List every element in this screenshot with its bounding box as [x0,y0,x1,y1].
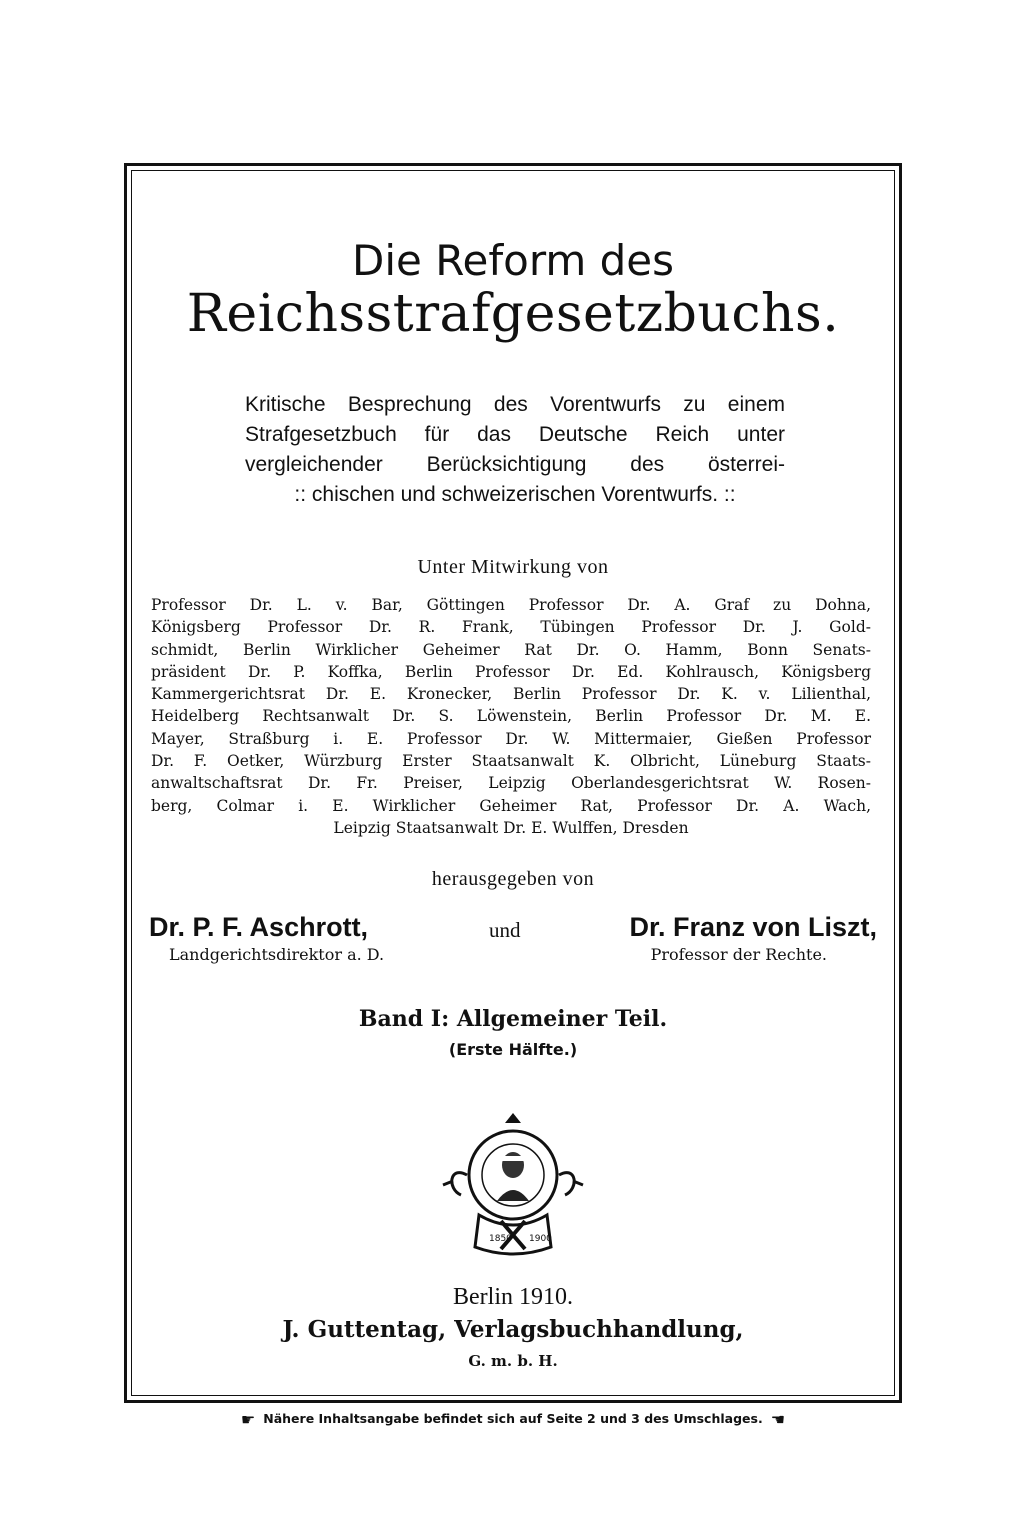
contributor-line: präsident Dr. P. Koffka, Berlin Professor Dr. Ed. Kohlrausch, Königsberg [151,662,871,681]
editor-name-right: Dr. Franz von Liszt, [629,912,877,942]
imprint-publisher: J. Guttentag, Verlagsbuchhandlung, [282,1316,744,1343]
contributor-line: berg, Colmar i. E. Wirklicher Geheimer Rat, Professor Dr. A. Wach, [151,796,871,815]
editor-name-left: Dr. P. F. Aschrott, [149,912,369,942]
contributor-line: schmidt, Berlin Wirklicher Geheimer Rat Dr. O. Hamm, Bonn Senats- [151,640,871,659]
subtitle-line: Kritische Besprechung des Vorentwurfs zu einem [245,393,785,416]
contributor-line: Königsberg Professor Dr. R. Frank, Tübingen Professor Dr. J. Gold- [151,618,871,637]
contributor-line: Kammergerichtsrat Dr. E. Kronecker, Berlin Professor Dr. K. v. Lilienthal, [151,685,871,704]
subtitle-line: :: chischen und schweizerischen Vorentwurfs. :: [294,483,736,506]
contributor-list [151,594,871,839]
pointing-hand-right-icon: ☛ [240,1410,256,1429]
cooperation-label: Unter Mitwirkung von [417,556,609,578]
editor-title-right: Professor der Rechte. [650,945,827,964]
publisher-seal-icon [439,1109,587,1261]
subtitle [245,390,785,510]
pointing-hand-left-icon: ☚ [770,1410,786,1429]
contributor-line: Dr. F. Oetker, Würzburg Erster Staatsanwalt K. Olbricht, Lüneburg Staats- [151,752,871,771]
contributor-line: anwaltschaftsrat Dr. Fr. Preiser, Leipzig Oberlandesgerichtsrat W. Rosen- [151,774,871,793]
footnote-text: Nähere Inhaltsangabe befindet sich auf Seite 2 und 3 des Umschlages. [263,1411,763,1426]
seal-year-left: 1850 [489,1234,512,1244]
footnote [124,1410,902,1429]
editors-block [149,912,877,972]
contributor-line: Leipzig Staatsanwalt Dr. E. Wulffen, Dresden [333,818,689,837]
subtitle-line: Strafgesetzbuch für das Deutsche Reich unter [245,423,785,446]
imprint-city-year: Berlin 1910. [453,1284,573,1310]
title-line-2: Reichsstrafgesetzbuchs. [186,284,840,344]
seal-year-right: 1900 [529,1234,552,1244]
page-border [124,163,902,1403]
editors-conjunction: und [489,918,521,942]
contributor-line: Heidelberg Rechtsanwalt Dr. S. Löwenstein, Berlin Professor Dr. M. E. [151,707,871,726]
title-line-1: Die Reform des [352,236,674,285]
contributor-line: Mayer, Straßburg i. E. Professor Dr. W. Mittermaier, Gießen Professor [151,729,871,748]
subtitle-line: vergleichender Berücksichtigung des österrei- [245,453,785,476]
volume-part: (Erste Hälfte.) [448,1040,578,1059]
editors-label: herausgegeben von [431,868,595,890]
imprint-company-form: G. m. b. H. [468,1352,558,1370]
contributor-line: Professor Dr. L. v. Bar, Göttingen Professor Dr. A. Graf zu Dohna, [151,596,871,614]
volume-label: Band I: Allgemeiner Teil. [358,1006,668,1032]
editor-title-left: Landgerichtsdirektor a. D. [169,945,385,964]
